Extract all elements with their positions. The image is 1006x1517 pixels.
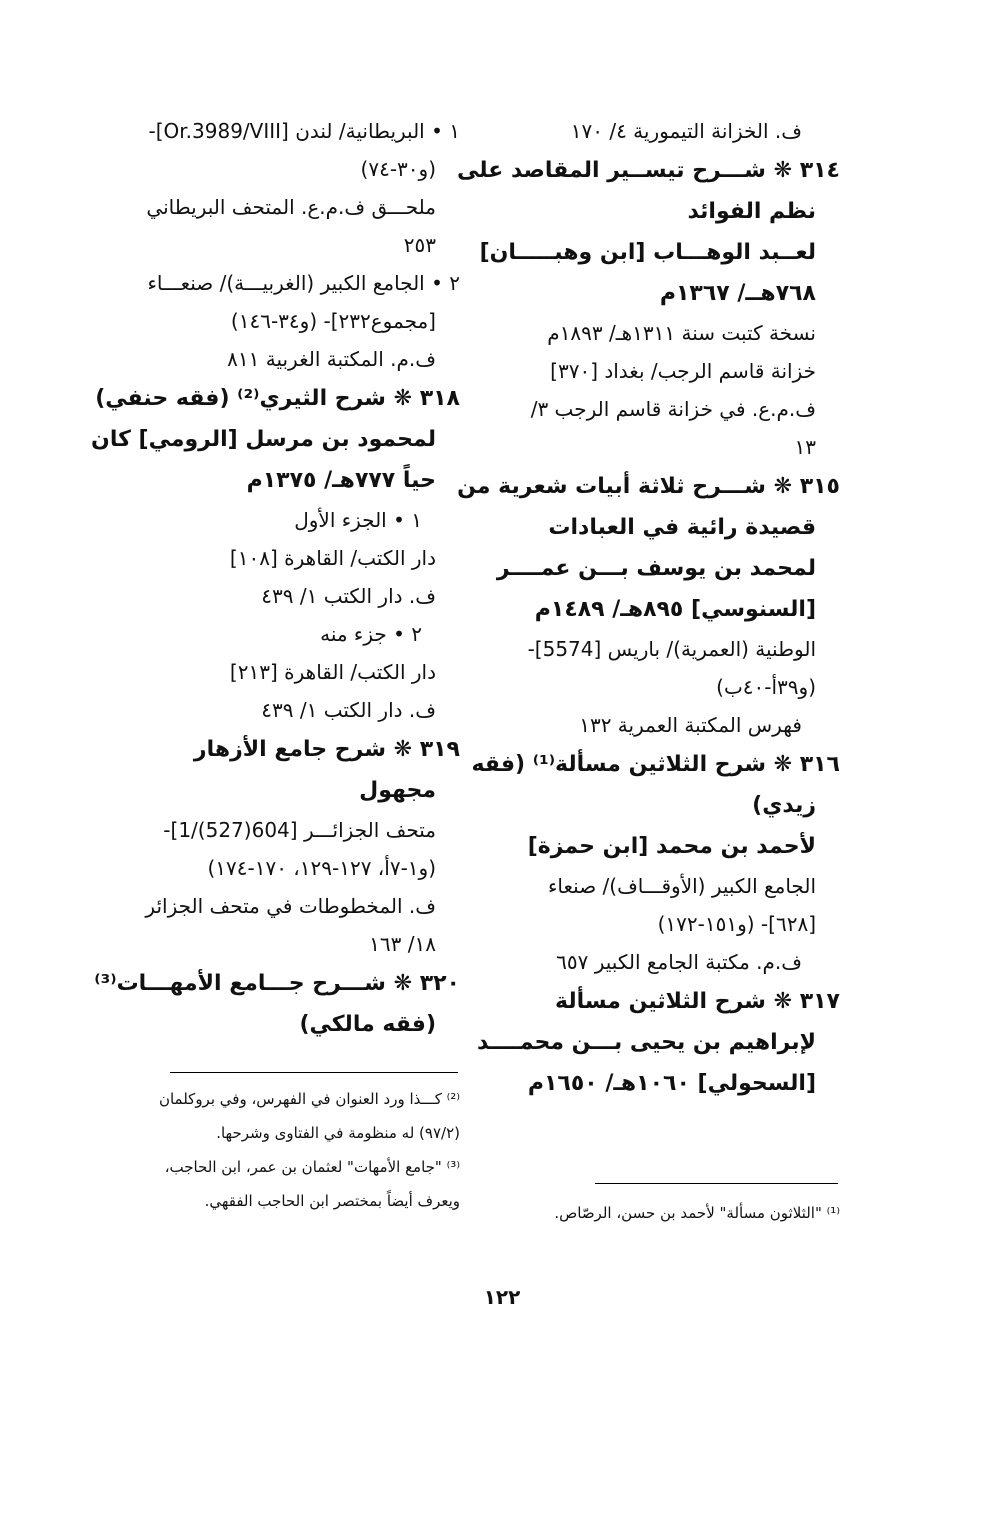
footnote-line: ⁽³⁾ "جامع الأمهات" لعثمان بن عمر، ابن الحاجب، bbox=[164, 1158, 460, 1176]
left-column-line: ١ • الجزء الأول bbox=[294, 508, 422, 532]
footnote-rule-right bbox=[595, 1183, 838, 1184]
left-column-line: (و٣٠-٧٤) bbox=[360, 157, 436, 181]
right-column-line: [٦٢٨]- (و١٥١-١٧٢) bbox=[657, 912, 816, 936]
right-column-line: ٣١٦ ❋ شرح الثلاثين مسألة⁽¹⁾ (فقه bbox=[471, 752, 840, 777]
right-column-line: ٣١٤ ❋ شـــرح تيســير المقاصد على bbox=[457, 158, 840, 183]
right-column-line: (و٣٩أ-٤٠ب) bbox=[716, 675, 816, 699]
right-column-line: لعــبد الوهـــاب [ابن وهبـــــان] bbox=[479, 240, 816, 265]
left-column-line: (فقه مالكي) bbox=[299, 1012, 436, 1037]
page-number: ١٢٢ bbox=[483, 1285, 521, 1309]
right-column-line: ٣١٥ ❋ شـــرح ثلاثة أبيات شعرية من bbox=[457, 474, 840, 499]
left-column-line: ٣١٨ ❋ شرح الثيري⁽²⁾ (فقه حنفي) bbox=[95, 386, 460, 411]
left-column-line: دار الكتب/ القاهرة [٢١٣] bbox=[229, 660, 436, 684]
left-column-line: ١ • البريطانية/ لندن [Or.3989/VIII]- bbox=[148, 119, 460, 143]
left-column-line: ف. المخطوطات في متحف الجزائر bbox=[145, 894, 436, 918]
left-column-line: متحف الجزائـــر [604(527)/1]- bbox=[163, 818, 436, 842]
footnote-line: ويعرف أيضاً بمختصر ابن الحاجب الفقهي. bbox=[204, 1192, 460, 1210]
right-column-line: [السحولي] ١٠٦٠هـ/ ١٦٥٠م bbox=[527, 1071, 816, 1096]
footnotes-right bbox=[500, 1196, 840, 1230]
right-column-line: فهرس المكتبة العمرية ١٣٢ bbox=[579, 713, 802, 737]
left-column-line: ف.م. المكتبة الغربية ٨١١ bbox=[227, 347, 436, 371]
left-column-line: ٢٥٣ bbox=[403, 233, 436, 257]
right-column-line: لأحمد بن محمد [ابن حمزة] bbox=[527, 834, 816, 859]
footnotes-left bbox=[115, 1082, 460, 1218]
left-column-line: ف. دار الكتب ١/ ٤٣٩ bbox=[261, 584, 436, 608]
left-column-line: ملحـــق ف.م.ع. المتحف البريطاني bbox=[146, 195, 436, 219]
right-column-line: قصيدة رائية في العبادات bbox=[548, 515, 816, 540]
right-column-line: لإبراهيم بن يحيى بـــن محمــــد bbox=[476, 1030, 816, 1055]
left-column-line: لمحمود بن مرسل [الرومي] كان bbox=[91, 427, 436, 452]
right-column-line: نسخة كتبت سنة ١٣١١هـ/ ١٨٩٣م bbox=[547, 321, 816, 345]
right-column-line: الوطنية (العمرية)/ باريس [5574]- bbox=[527, 637, 816, 661]
left-column-line: مجهول bbox=[359, 778, 436, 803]
right-column-line: لمحمد بن يوسف بـــن عمــــر bbox=[496, 556, 816, 581]
left-column-line: ٣٢٠ ❋ شـــرح جـــامع الأمهـــات⁽³⁾ bbox=[94, 971, 460, 996]
right-column-line: ف.م.ع. في خزانة قاسم الرجب ٣/ bbox=[530, 397, 816, 421]
footnote-rule-left bbox=[170, 1072, 458, 1073]
left-column-line: ١٨/ ١٦٣ bbox=[369, 932, 436, 956]
footnote-line: (٩٧/٢) له منظومة في الفتاوى وشرحها. bbox=[216, 1124, 460, 1142]
left-column-line: حياً ٧٧٧هـ/ ١٣٧٥م bbox=[246, 468, 436, 493]
right-column-line: الجامع الكبير (الأوقـــاف)/ صنعاء bbox=[548, 874, 816, 898]
left-column-line: [مجموع٢٣٢]- (و٣٤-١٤٦) bbox=[230, 309, 436, 333]
left-column-line: ٢ • جزء منه bbox=[320, 622, 422, 646]
right-column-line: ١٣ bbox=[794, 435, 816, 459]
left-column-line: ٣١٩ ❋ شرح جامع الأزهار bbox=[193, 737, 460, 762]
left-column-line: ف. دار الكتب ١/ ٤٣٩ bbox=[261, 698, 436, 722]
left-column-line: (و١-٧أ، ١٢٧-١٢٩، ١٧٠-١٧٤) bbox=[207, 856, 436, 880]
footnote-line: ⁽¹⁾ "الثلاثون مسألة" لأحمد بن حسن، الرصّاص. bbox=[554, 1204, 840, 1222]
right-column-line: ف. الخزانة التيمورية ٤/ ١٧٠ bbox=[570, 119, 802, 143]
right-column-line: [السنوسي] ٨٩٥هـ/ ١٤٨٩م bbox=[534, 597, 816, 622]
footnote-line: ⁽²⁾ كـــذا ورد العنوان في الفهرس، وفي بروكلمان bbox=[158, 1090, 460, 1108]
left-column-line: دار الكتب/ القاهرة [١٠٨] bbox=[229, 546, 436, 570]
right-column bbox=[457, 112, 840, 1104]
right-column-line: نظم الفوائد bbox=[687, 199, 816, 224]
right-column-line: ٣١٧ ❋ شرح الثلاثين مسألة bbox=[555, 989, 840, 1014]
right-column-line: زيدي) bbox=[752, 793, 816, 818]
right-column-line: ٧٦٨هــ/ ١٣٦٧م bbox=[659, 281, 816, 306]
left-column bbox=[91, 112, 460, 1045]
left-column-line: ٢ • الجامع الكبير (الغربيـــة)/ صنعـــاء bbox=[147, 271, 460, 295]
right-column-line: ف.م. مكتبة الجامع الكبير ٦٥٧ bbox=[556, 950, 802, 974]
right-column-line: خزانة قاسم الرجب/ بغداد [٣٧٠] bbox=[550, 359, 816, 383]
